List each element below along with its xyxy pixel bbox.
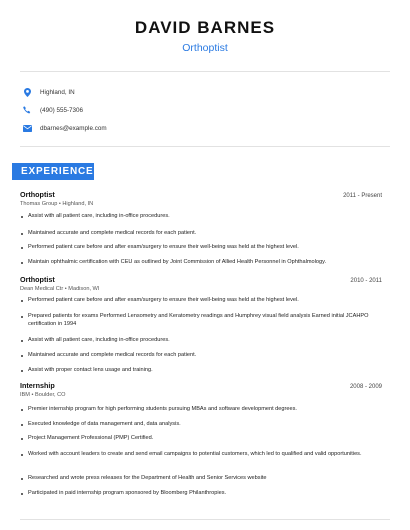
footer-divider [20,519,390,520]
company-location: Boulder, CO [35,392,66,398]
company-name: Dean Medical Ctr [20,286,64,292]
map-pin-icon [22,87,32,97]
job-company-line: Thomas Group • Highland, IN [20,201,94,207]
company-name: IBM [20,392,30,398]
candidate-name: DAVID BARNES [134,18,276,37]
job-bullets [20,213,382,221]
bullet-item: Executed knowledge of data management and, data analysis. [20,421,382,429]
company-location: Madison, WI [68,286,100,292]
bullet-item: Project Management Professional (PMP) Certified. [20,435,382,443]
job-title: Internship [20,381,55,390]
bullet-item: Worked with account leaders to create and send email campaigns to potential customers, which led to qualified and valid opportunities. [20,451,382,459]
bullet-item: Performed patient care before and after exam/surgery to ensure their well-being was held at the highest level. [20,297,382,305]
job-title: Orthoptist [20,190,55,199]
location-text: Highland, IN [40,88,75,96]
job-bullets [20,367,382,375]
job-dates: 2010 - 2011 [350,278,382,284]
bullet-item: Performed patient care before and after exam/surgery to ensure their well-being was held at the highest level. [20,244,382,252]
job-bullets [20,313,382,328]
job-bullets [20,451,382,459]
bullet-item: Assist with proper contact lens usage and training. [20,367,382,375]
bullet-item: Maintain ophthalmic certification with CEU as outlined by Joint Commission of Allied Health Personnel in Ophthalmology. [20,259,382,267]
bullet-item: Maintained accurate and complete medical records for each patient. [20,352,382,360]
bullet-item: Prepared patients for exams Performed Lensometry and Keratometry readings and Humphrey visual field analysis Earned initial JCAHPO certification in 1994 [20,313,382,328]
job-bullets [20,337,382,345]
contact-email [22,119,107,137]
bullet-item: Assist with all patient care, including in-office procedures. [20,213,382,221]
envelope-icon [22,123,32,133]
job-dates: 2008 - 2009 [349,384,382,390]
job-bullets [20,259,382,267]
job-bullets [20,352,382,360]
job-company-line: Dean Medical Ctr • Madison, WI [20,286,100,292]
bullet-item: Participated in paid internship program sponsored by Bloomberg Philanthropies. [20,490,382,498]
job-bullets [20,406,382,414]
phone-text: (490) 555-7306 [40,106,84,114]
job-bullets [20,297,382,305]
job-entry [20,275,382,292]
experience-section-heading: EXPERIENCE [12,163,94,180]
email-text[interactable]: dbarnes@example.com [40,124,107,132]
job-bullets [20,244,382,252]
contact-location [22,83,107,101]
company-name: Thomas Group [20,201,58,207]
job-bullets [20,490,382,498]
job-dates: 2011 - Present [343,193,382,199]
job-company-line: IBM • Boulder, CO [20,392,66,398]
job-title-heading: Orthoptist [182,42,228,54]
bullet-item: Researched and wrote press releases for the Department of Health and Senior Services website [20,475,382,483]
contact-divider [20,146,390,147]
bullet-item: Premier internship program for high performing students pursuing MBAs and software development degrees. [20,406,382,414]
job-entry [20,190,382,207]
job-bullets [20,435,382,443]
header-divider [20,71,390,72]
job-entry [20,381,382,398]
contact-phone [22,101,107,119]
job-bullets [20,421,382,429]
bullet-item: Assist with all patient care, including in-office procedures. [20,337,382,345]
job-bullets [20,475,382,483]
company-location: Highland, IN [62,201,94,207]
contact-list [22,83,107,137]
bullet-item: Maintained accurate and complete medical records for each patient. [20,230,382,238]
phone-icon [22,105,32,115]
resume-header [0,0,410,54]
job-title: Orthoptist [20,275,55,284]
job-bullets [20,230,382,238]
